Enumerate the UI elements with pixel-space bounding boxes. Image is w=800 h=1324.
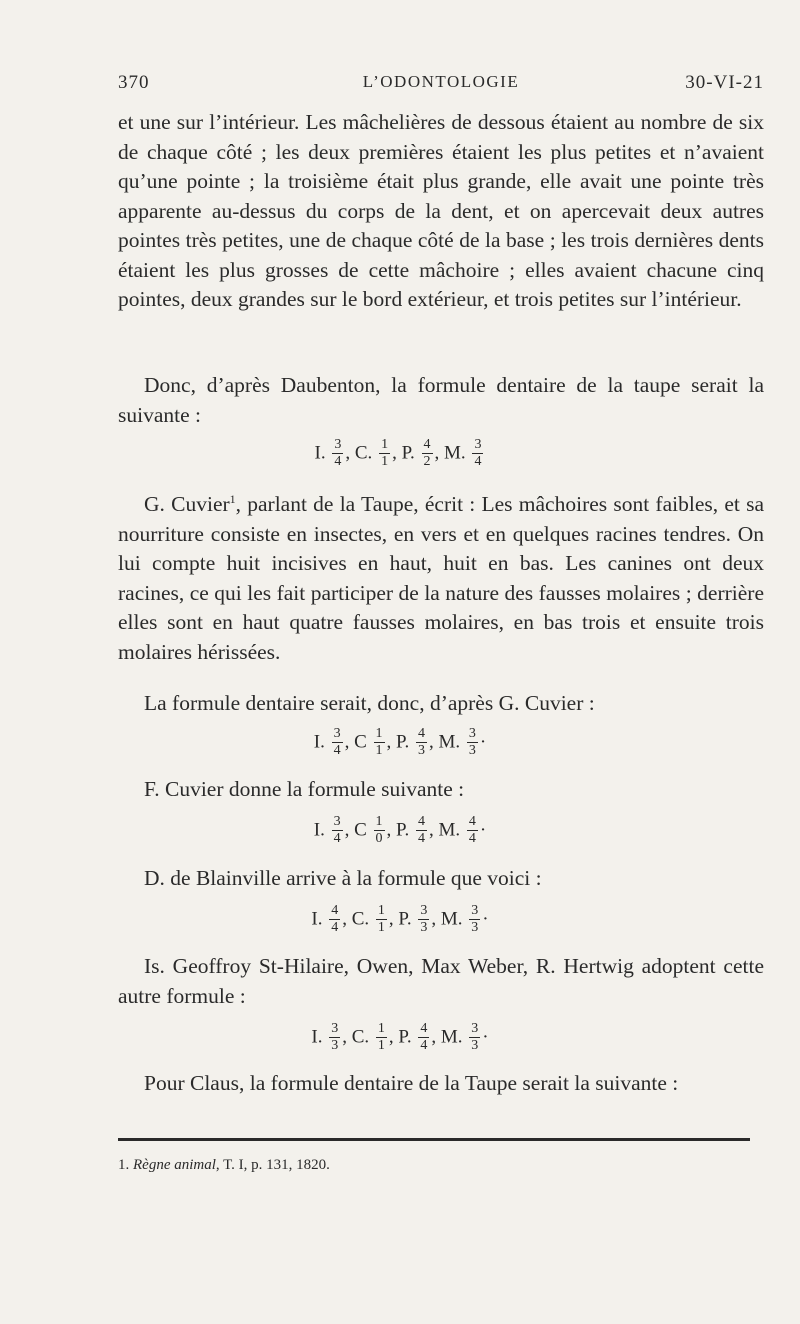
paragraph-7 xyxy=(118,952,764,1011)
tooth-fraction xyxy=(332,437,343,470)
fraction-numerator: 4 xyxy=(423,437,431,452)
fraction-numerator: 4 xyxy=(468,814,476,829)
fraction-denominator: 4 xyxy=(468,831,476,846)
fraction-denominator: 4 xyxy=(333,743,341,758)
formula-blainville xyxy=(0,903,800,943)
formula-label: · xyxy=(479,731,487,753)
tooth-fraction xyxy=(467,814,478,847)
fraction-denominator: 1 xyxy=(375,743,383,758)
fraction-denominator: 4 xyxy=(418,831,425,846)
paragraph-text: D. de Blainville arrive à la formule que voici : xyxy=(144,866,542,890)
tooth-fraction xyxy=(376,1021,387,1054)
formula-label: , P. xyxy=(386,819,410,841)
formula-label: I. xyxy=(314,442,326,464)
formula-label: · xyxy=(479,819,487,841)
fraction-denominator: 1 xyxy=(377,1038,385,1053)
fraction-numerator: 3 xyxy=(333,726,341,741)
issue-date: 30-VI-21 xyxy=(685,72,764,93)
formula-label: , M. xyxy=(434,442,466,464)
fraction-denominator: 4 xyxy=(331,920,339,935)
fraction-denominator: 3 xyxy=(331,1038,339,1053)
fraction-denominator: 3 xyxy=(471,920,479,935)
formula-label: · xyxy=(482,1026,489,1048)
formula-label: , P. xyxy=(386,731,410,753)
paragraph-2 xyxy=(118,371,764,430)
fraction-numerator: 4 xyxy=(418,814,425,829)
fraction-numerator: 3 xyxy=(468,726,476,741)
fraction-denominator: 1 xyxy=(377,920,385,935)
formula-label: I. xyxy=(311,908,323,930)
tooth-fraction xyxy=(379,437,390,470)
formula-label: , C. xyxy=(342,908,370,930)
fraction-numerator: 1 xyxy=(375,726,383,741)
fraction-denominator: 2 xyxy=(423,454,431,469)
paragraph-text: et une sur l’intérieur. Les mâchelières de dessous étaient au nombre de six de chaque côté ; les deux premières étaient les plus petites et n’avaient qu’une pointe ; la troisième était plus grande, elle avait une pointe très apparente au-dessus du corps de la dent, et on apercevait deux autres pointes très petites, une de chaque côté de la base ; les trois dernières dents étaient les plus grosses de cette mâchoire ; elles avaient chacune cinq pointes, deux grandes sur le bord extérieur, et trois petites sur l’intérieur. xyxy=(118,110,764,311)
formula-f-cuvier xyxy=(0,814,800,854)
formula-label: , P. xyxy=(392,442,415,464)
paragraph-4 xyxy=(118,689,764,719)
formula-label: , C xyxy=(344,731,367,753)
fraction-numerator: 3 xyxy=(334,437,342,452)
fraction-numerator: 3 xyxy=(331,1021,339,1036)
tooth-fraction xyxy=(332,814,343,847)
tooth-fraction xyxy=(376,903,387,936)
fraction-numerator: 1 xyxy=(375,814,383,829)
paragraph-5 xyxy=(118,775,764,805)
paragraph-8 xyxy=(118,1069,764,1099)
paragraph-text: Pour Claus, la formule dentaire de la Taupe serait la suivante : xyxy=(144,1071,679,1095)
formula-label: , M. xyxy=(431,908,463,930)
footnote-marker: 1 xyxy=(229,492,236,506)
tooth-fraction xyxy=(329,1021,340,1054)
footnote xyxy=(118,1157,330,1174)
paragraph-1 xyxy=(118,108,764,315)
tooth-fraction xyxy=(416,726,427,759)
fraction-denominator: 3 xyxy=(420,920,428,935)
fraction-denominator: 1 xyxy=(381,454,389,469)
formula-g-cuvier xyxy=(0,726,800,766)
formula-geoffroy xyxy=(0,1021,800,1061)
formula-label: , C xyxy=(344,819,367,841)
tooth-fraction xyxy=(422,437,433,470)
formula-label: I. xyxy=(313,819,325,841)
tooth-fraction xyxy=(469,903,480,936)
fraction-numerator: 3 xyxy=(471,1021,479,1036)
tooth-fraction xyxy=(472,437,483,470)
fraction-denominator: 3 xyxy=(471,1038,479,1053)
tooth-fraction xyxy=(416,814,427,847)
formula-daubenton xyxy=(0,437,800,477)
running-header xyxy=(118,72,764,102)
fraction-numerator: 1 xyxy=(381,437,389,452)
tooth-fraction xyxy=(329,903,340,936)
tooth-fraction xyxy=(332,726,343,759)
fraction-numerator: 3 xyxy=(420,903,428,918)
paragraph-text: Is. Geoffroy St-Hilaire, Owen, Max Weber, R. Hertwig adoptent cette autre formule : xyxy=(118,954,764,1008)
footnote-reference: , T. I, p. 131, 1820. xyxy=(215,1157,330,1173)
formula-label: , M. xyxy=(429,731,461,753)
fraction-numerator: 3 xyxy=(333,814,341,829)
formula-label: , M. xyxy=(429,819,461,841)
formula-label: , M. xyxy=(431,1026,463,1048)
fraction-numerator: 4 xyxy=(331,903,339,918)
formula-label: , C. xyxy=(345,442,373,464)
tooth-fraction xyxy=(467,726,478,759)
fraction-numerator: 3 xyxy=(474,437,482,452)
formula-label: , C. xyxy=(342,1026,370,1048)
tooth-fraction xyxy=(374,726,385,759)
fraction-numerator: 4 xyxy=(420,1021,428,1036)
journal-title: L’ODONTOLOGIE xyxy=(362,72,520,91)
footnote-rule xyxy=(118,1138,750,1141)
fraction-denominator: 0 xyxy=(375,831,383,846)
page-number: 370 xyxy=(118,72,150,93)
tooth-fraction xyxy=(469,1021,480,1054)
footnote-work-title: Règne animal xyxy=(133,1157,216,1173)
fraction-numerator: 4 xyxy=(418,726,425,741)
paragraph-text: G. Cuvier$^1$, parlant de la Taupe, écrit : Les mâchoires sont faibles, et sa nourriture consiste en insectes, en vers et en quelques racines tendres. On lui compte huit incisives en haut, huit en bas. Les canines ont deux racines, ce qui les fait participer de la nature des fausses molaires ; derrière elles sont en haut quatre fausses molaires, en bas trois et ensuite trois molaires hérissées. xyxy=(118,492,765,664)
paragraph-text: Donc, d’après Daubenton, la formule dentaire de la taupe serait la suivante : xyxy=(118,373,764,427)
formula-label: , P. xyxy=(388,908,412,930)
formula-label: I. xyxy=(311,1026,323,1048)
paragraph-6 xyxy=(118,864,764,894)
formula-label: , P. xyxy=(388,1026,412,1048)
paragraph-text: F. Cuvier donne la formule suivante : xyxy=(144,777,465,801)
footnote-number: 1. xyxy=(118,1157,130,1173)
fraction-denominator: 3 xyxy=(418,743,425,758)
formula-label: · xyxy=(482,908,489,930)
fraction-numerator: 3 xyxy=(471,903,479,918)
tooth-fraction xyxy=(374,814,385,847)
tooth-fraction xyxy=(418,1021,429,1054)
fraction-denominator: 3 xyxy=(468,743,476,758)
fraction-denominator: 4 xyxy=(334,454,342,469)
formula-label: I. xyxy=(313,731,325,753)
fraction-numerator: 1 xyxy=(377,903,385,918)
fraction-denominator: 4 xyxy=(420,1038,428,1053)
paragraph-text: La formule dentaire serait, donc, d’après G. Cuvier : xyxy=(144,691,595,715)
paragraph-3 xyxy=(118,485,764,667)
fraction-denominator: 4 xyxy=(333,831,341,846)
fraction-numerator: 1 xyxy=(377,1021,385,1036)
tooth-fraction xyxy=(418,903,429,936)
fraction-denominator: 4 xyxy=(474,454,482,469)
